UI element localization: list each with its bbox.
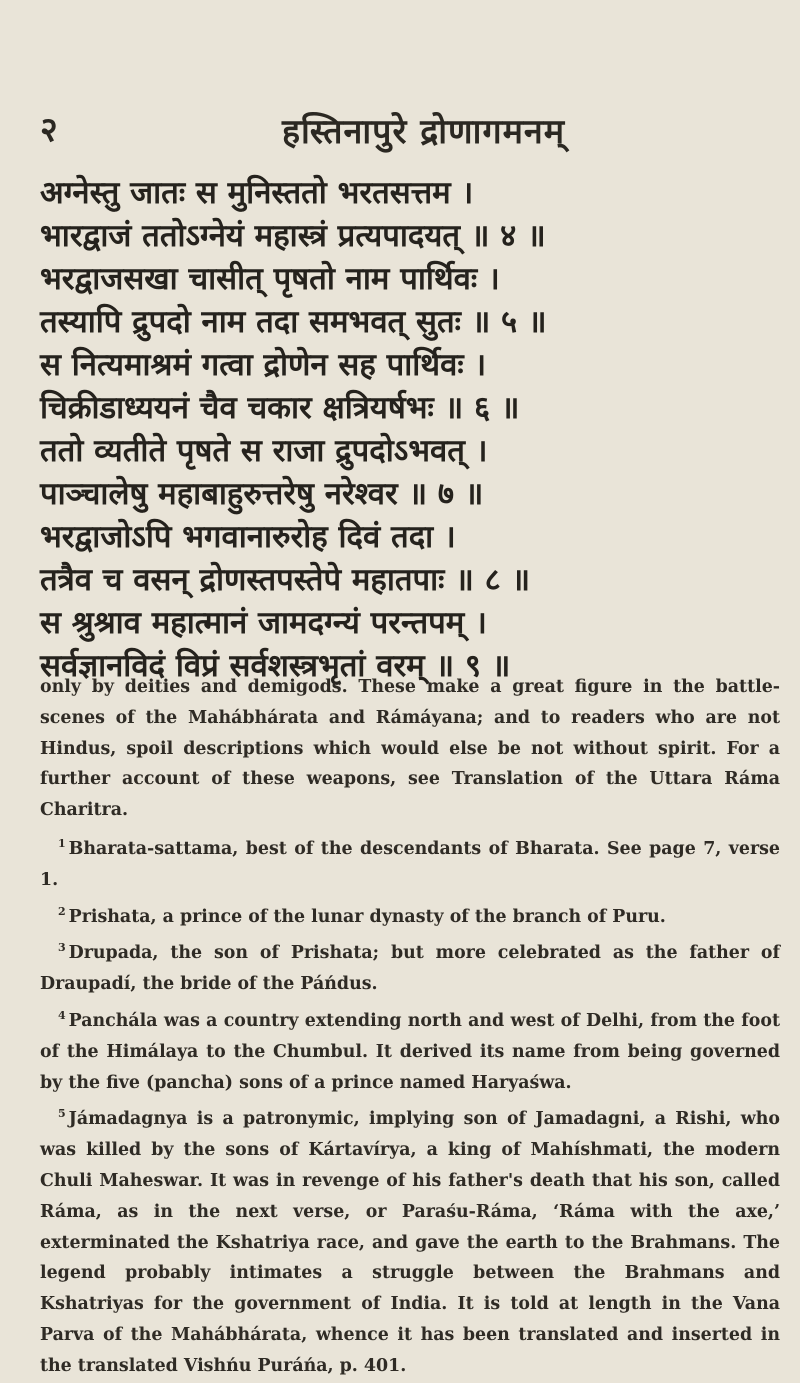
translation-notes: [40, 672, 780, 1383]
footnote: [40, 897, 780, 933]
verse-line: अग्नेस्तु जातः स मुनिस्ततो भरतसत्तम ।: [40, 175, 474, 211]
footnote-text: Prishata, a prince of the lunar dynasty of the branch of Puru.: [68, 906, 666, 927]
verse-line: भारद्वाजं ततोऽग्नेयं महास्त्रं प्रत्यपादयत् ॥ ४ ॥: [40, 218, 546, 254]
running-head: हस्तिनापुरे द्रोणागमनम्: [282, 112, 566, 152]
verse-line: पाञ्चालेषु महाबाहुरुत्तरेषु नरेश्वर ॥ ७ ॥: [40, 476, 484, 512]
footnote-number: 1: [58, 836, 66, 850]
verse-line: सर्वज्ञानविदं विप्रं सर्वशस्त्रभृतां वरम् ॥ ९ ॥: [40, 648, 511, 684]
verse-line: भरद्वाजसखा चासीत् पृषतो नाम पार्थिवः ।: [40, 261, 500, 297]
footnote: [40, 829, 780, 896]
footnote-number: 4: [58, 1008, 66, 1022]
footnote-number: 5: [58, 1107, 66, 1121]
footnote: [40, 933, 780, 1000]
verse-line: स नित्यमाश्रमं गत्वा द्रोणेन सह पार्थिवः ।: [40, 347, 487, 383]
verse-line: स श्रुश्राव महात्मानं जामदग्न्यं परन्तपम् ।: [40, 605, 487, 641]
footnote: [40, 1099, 780, 1381]
sanskrit-verses: [40, 172, 780, 688]
footnote-text: Bharata-sattama, best of the descendants of Bharata. See page 7, verse 1.: [40, 838, 780, 890]
verse-line: तत्रैव च वसन् द्रोणस्तपस्तेपे महातपाः ॥ ८ ॥: [40, 562, 531, 598]
footnote-text: Jámadagnya is a patronymic, implying son of Jamadagni, a Rishi, who was killed by the sons of Kártavírya, a king of Mahíshmati, the modern Chuli Maheswar. It was in revenge of his father's death that his son, called Ráma, as in the next verse, or Paraśu-Ráma, ‘Ráma with the axe,’ exterminated the Kshatriya race, and gave the earth to the Brahmans. The legend probably intimates a struggle between the Brahmans and Kshatriyas for the government of India. It is told at length in the Vana Parva of the Mahábhárata, whence it has been translated and inserted in the translated Vishńu Puráńa, p. 401.: [40, 1109, 780, 1376]
verse-line: चिक्रीडाध्ययनं चैव चकार क्षत्रियर्षभः ॥ ६ ॥: [40, 390, 520, 426]
verse-line: तस्यापि द्रुपदो नाम तदा समभवत् सुतः ॥ ५ ॥: [40, 304, 547, 340]
footnote-text: Panchála was a country extending north and west of Delhi, from the foot of the Himálaya to the Chumbul. It derived its name from being governed by the five (pancha) sons of a prince named Haryaśwa.: [40, 1010, 780, 1093]
page-header: [0, 105, 800, 165]
intro-paragraph: only by deities and demigods. These make a great figure in the battle-scenes of the Mahábhárata and Rámáyana; and to readers who are not Hindus, spoil descriptions which would else be not without spirit. For a further account of these weapons, see Translation of the Uttara Ráma Charitra.: [40, 677, 780, 821]
footnote-text: Drupada, the son of Prishata; but more celebrated as the father of Draupadí, the bride of the Páńdus.: [40, 943, 780, 995]
footnote-number: 2: [58, 904, 66, 918]
footnote-number: 3: [58, 941, 66, 955]
verse-line: ततो व्यतीते पृषते स राजा द्रुपदोऽभवत् ।: [40, 433, 488, 469]
footnote: [40, 1001, 780, 1098]
verse-line: भरद्वाजोऽपि भगवानारुरोह दिवं तदा ।: [40, 519, 456, 555]
page-number: २: [40, 110, 58, 150]
